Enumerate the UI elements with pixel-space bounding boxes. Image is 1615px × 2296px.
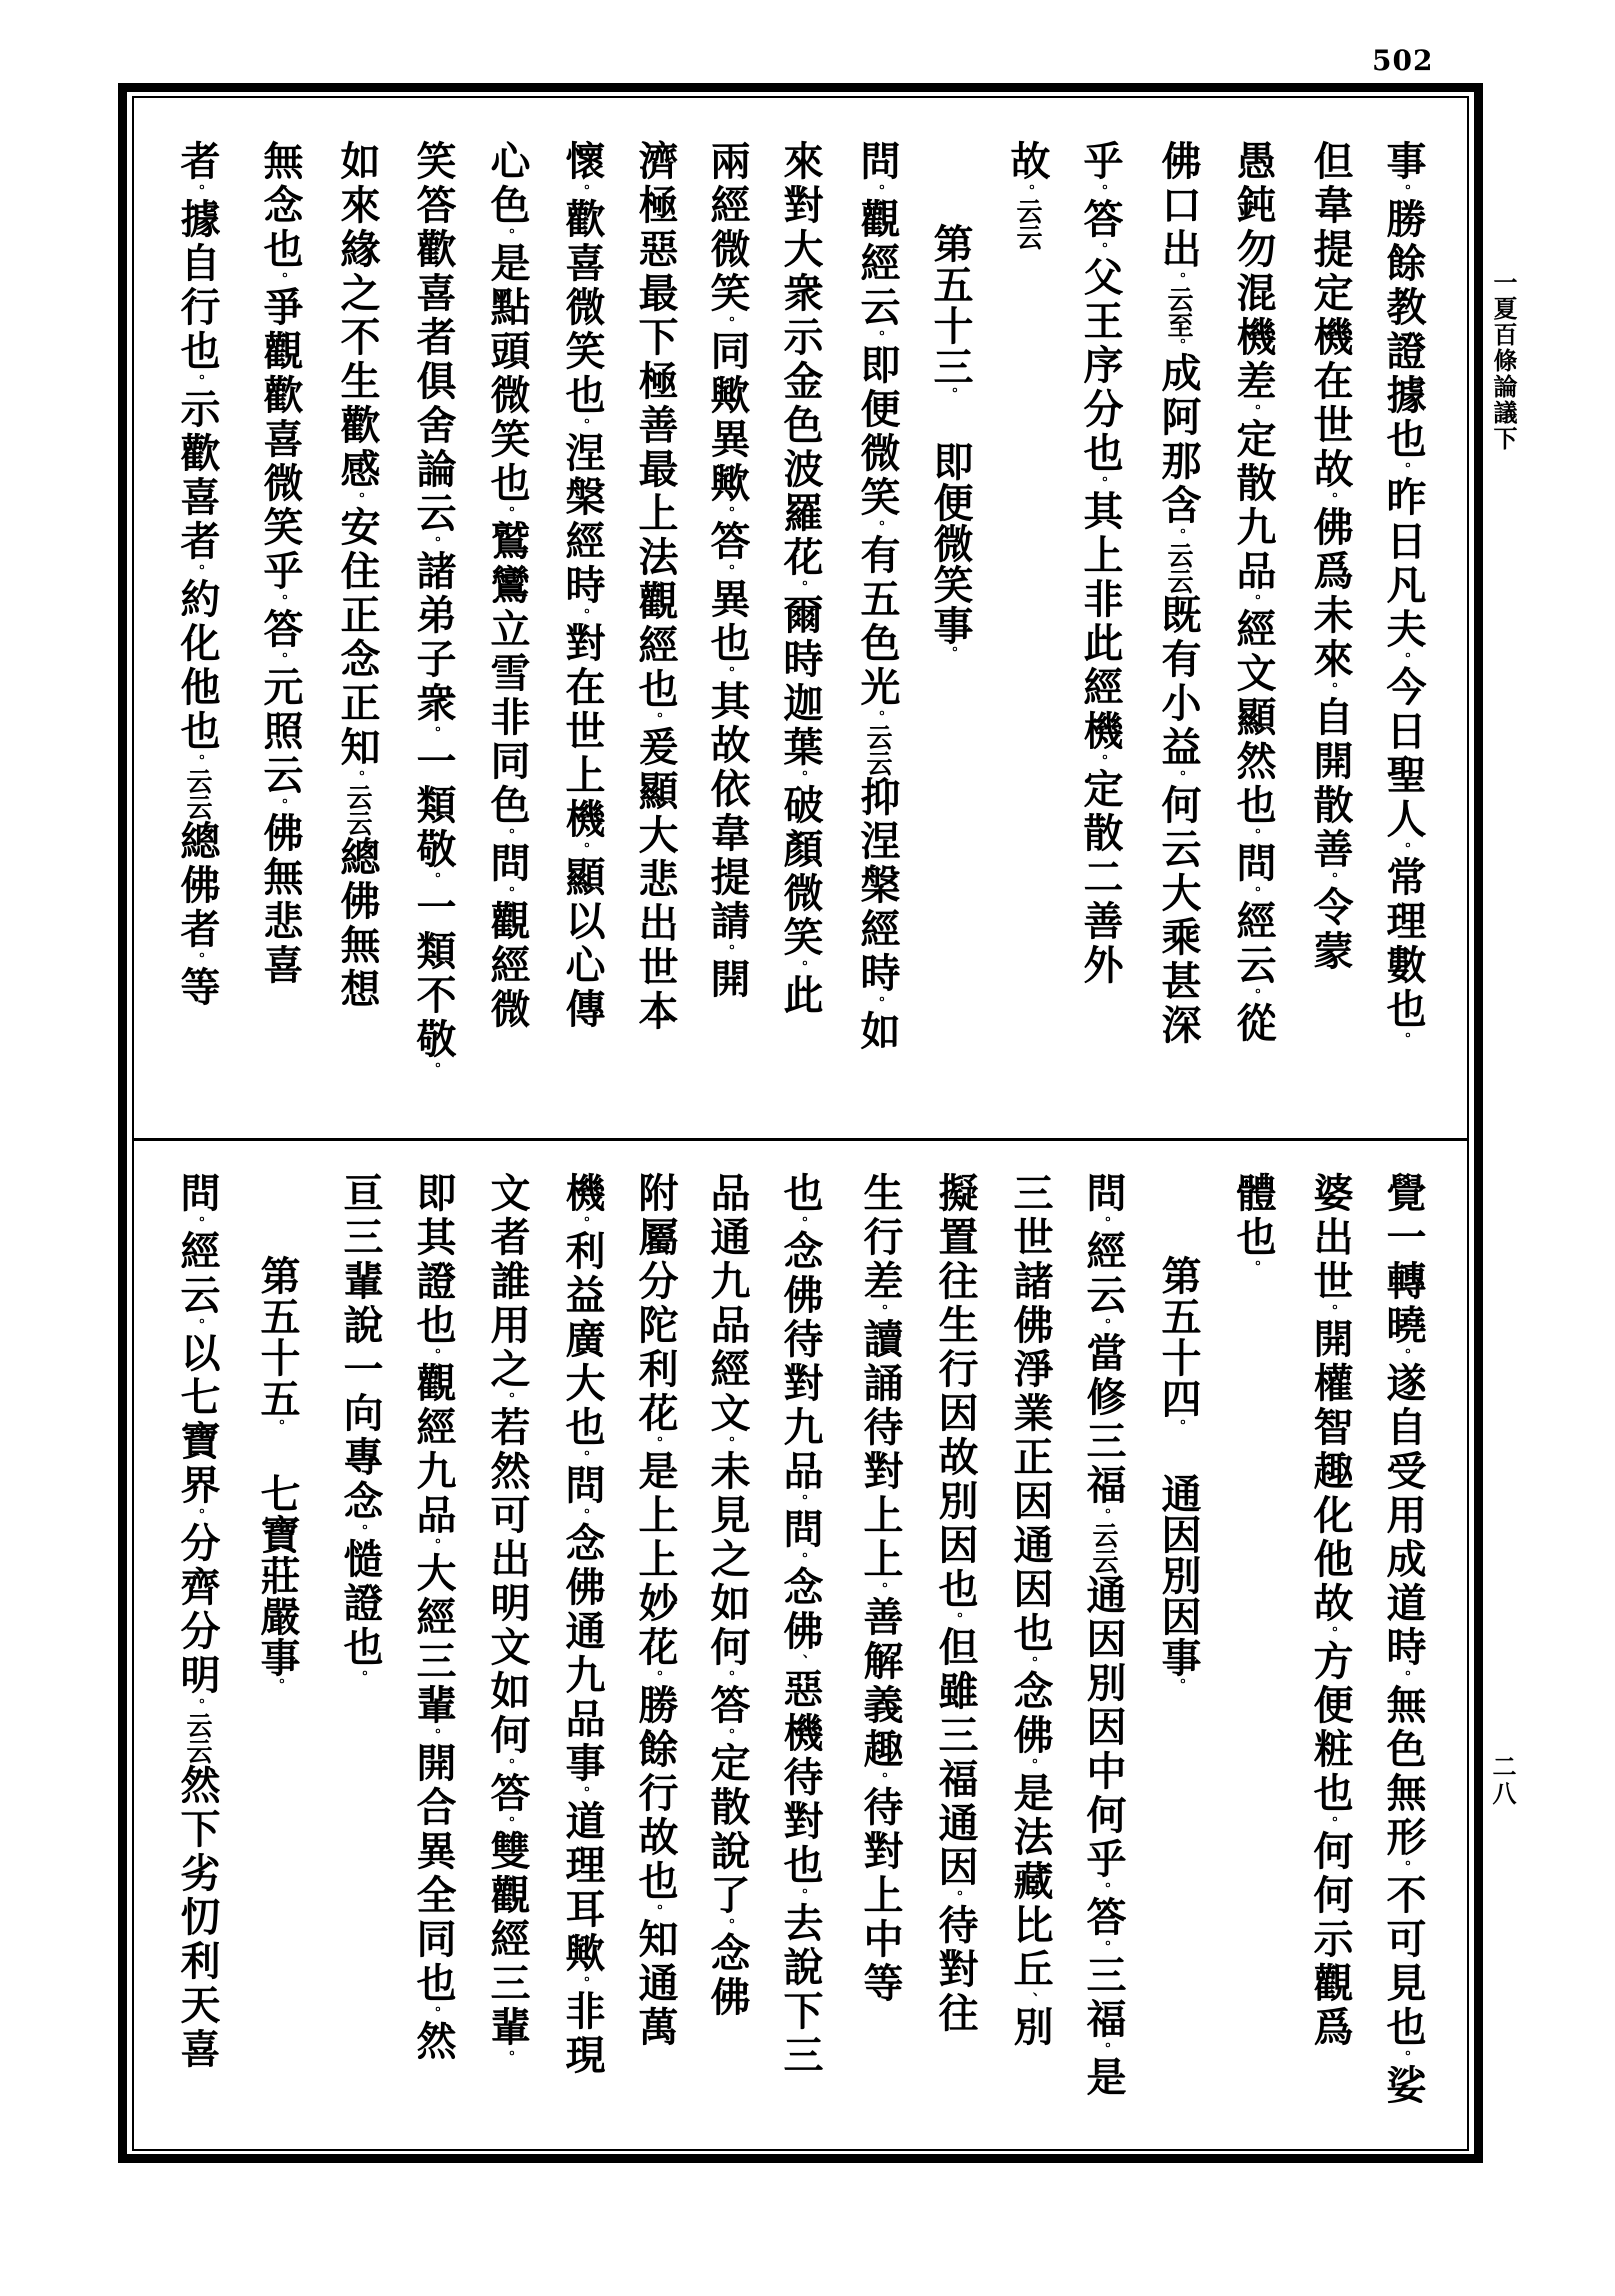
text-column: 懷。歡喜微笑也。涅槃經時。對在世上機。顯以心傳 xyxy=(559,140,606,1032)
text-column: 文者誰用之。若然可出明文如何。答。雙觀經三輩。 xyxy=(484,1172,531,2064)
text-column: 者。據自行也。示歡喜者。約化他也。云云總佛者。等 xyxy=(174,140,221,1010)
text-column: 機。利益廣大也。問。念佛通九品事。道理耳歟。非現 xyxy=(559,1172,606,2078)
text-column: 問。經云。以七寶界。分齊分明。云云然下劣忉利天喜 xyxy=(174,1172,221,2072)
text-column: 婆出世。開權智趣化他故。方便粧也。何何示觀爲 xyxy=(1307,1172,1354,2050)
text-column: 愚鈍勿混機差。定散九品。經文顯然也。問。經云。從 xyxy=(1230,140,1277,1046)
register-divider xyxy=(133,1138,1469,1141)
section-heading xyxy=(252,1255,302,1692)
section-number: 第五十三。 xyxy=(927,223,974,401)
section-number: 第五十五。 xyxy=(254,1255,301,1433)
section-number: 第五十四。 xyxy=(1155,1255,1202,1433)
text-column: 故。云云 xyxy=(1004,140,1051,250)
text-column: 三世諸佛淨業正因通因也。念佛。是法藏比丘、別 xyxy=(1007,1172,1054,2050)
text-column: 來對大衆示金色波羅花。爾時迦葉。破顏微笑。此 xyxy=(777,140,824,1018)
text-column: 如來緣之不生歡感。安住正念正知。云云總佛無想 xyxy=(334,140,381,1012)
text-column: 覺一轉曉。遂自受用成道時。無色無形。不可見也。娑 xyxy=(1380,1172,1427,2108)
text-column: 品通九品經文。未見之如何。答。定散說了。念佛 xyxy=(704,1172,751,2020)
text-column: 笑答歡喜者俱舍論云。諸弟子衆。一類敬。一類不敬。 xyxy=(410,140,457,1076)
section-title: 七寶莊嚴事。 xyxy=(254,1473,301,1692)
text-column: 問。觀經云。即便微笑。有五色光。云云抑涅槃經時。如 xyxy=(854,140,901,1054)
text-column: 濟極惡最下極善最上法觀經也。爰顯大悲出世本 xyxy=(632,140,679,1034)
text-column: 即其證也。觀經九品。大經三輩。開合異全同也。然 xyxy=(410,1172,457,2064)
text-column: 體也。 xyxy=(1230,1172,1277,1274)
text-column: 兩經微笑。同歟異歟。答。異也。其故依韋提請。開 xyxy=(704,140,751,1002)
text-column: 也。念佛待對九品。問。念佛、惡機待對也。去說下三 xyxy=(777,1172,824,2078)
text-column: 擬置往生行因故別因也。但雖三福通因。待對往 xyxy=(932,1172,979,2036)
text-column: 事。勝餘教證據也。昨日凡夫。今日聖人。常理數也。 xyxy=(1380,140,1427,1046)
text-column: 但韋提定機在世故。佛爲未來。自開散善。令蒙 xyxy=(1307,140,1354,974)
text-column: 心色。是點頭微笑也。鷲鸞立雪非同色。問。觀經微 xyxy=(484,140,531,1032)
text-column: 無念也。爭觀歡喜微笑乎。答。元照云。佛無悲喜 xyxy=(257,140,304,988)
text-column: 乎。答。父王序分也。其上非此經機。定散二善外 xyxy=(1077,140,1124,988)
section-title: 通因別因事。 xyxy=(1155,1473,1202,1692)
section-heading xyxy=(925,223,975,660)
text-column: 亘三輩說一向專念。慥證也。 xyxy=(337,1172,384,1684)
text-column: 問。經云。當修三福。云云通因別因中何乎。答。三福。是 xyxy=(1080,1172,1127,2100)
page-number: 502 xyxy=(1372,44,1434,77)
text-column: 生行差。讀誦待對上上。善解義趣。待對上中等 xyxy=(857,1172,904,2006)
text-column: 附屬分陀利花。是上上妙花。勝餘行故也。知通萬 xyxy=(632,1172,679,2050)
section-heading xyxy=(1153,1255,1203,1692)
running-title: 一夏百條論議下 xyxy=(1489,270,1518,452)
section-title: 即便微笑事。 xyxy=(927,441,974,660)
text-column: 佛口出。云至。成阿那含。云云既有小益。何云大乘甚深 xyxy=(1155,140,1202,1048)
folio-number: 二八 xyxy=(1488,1754,1517,1808)
